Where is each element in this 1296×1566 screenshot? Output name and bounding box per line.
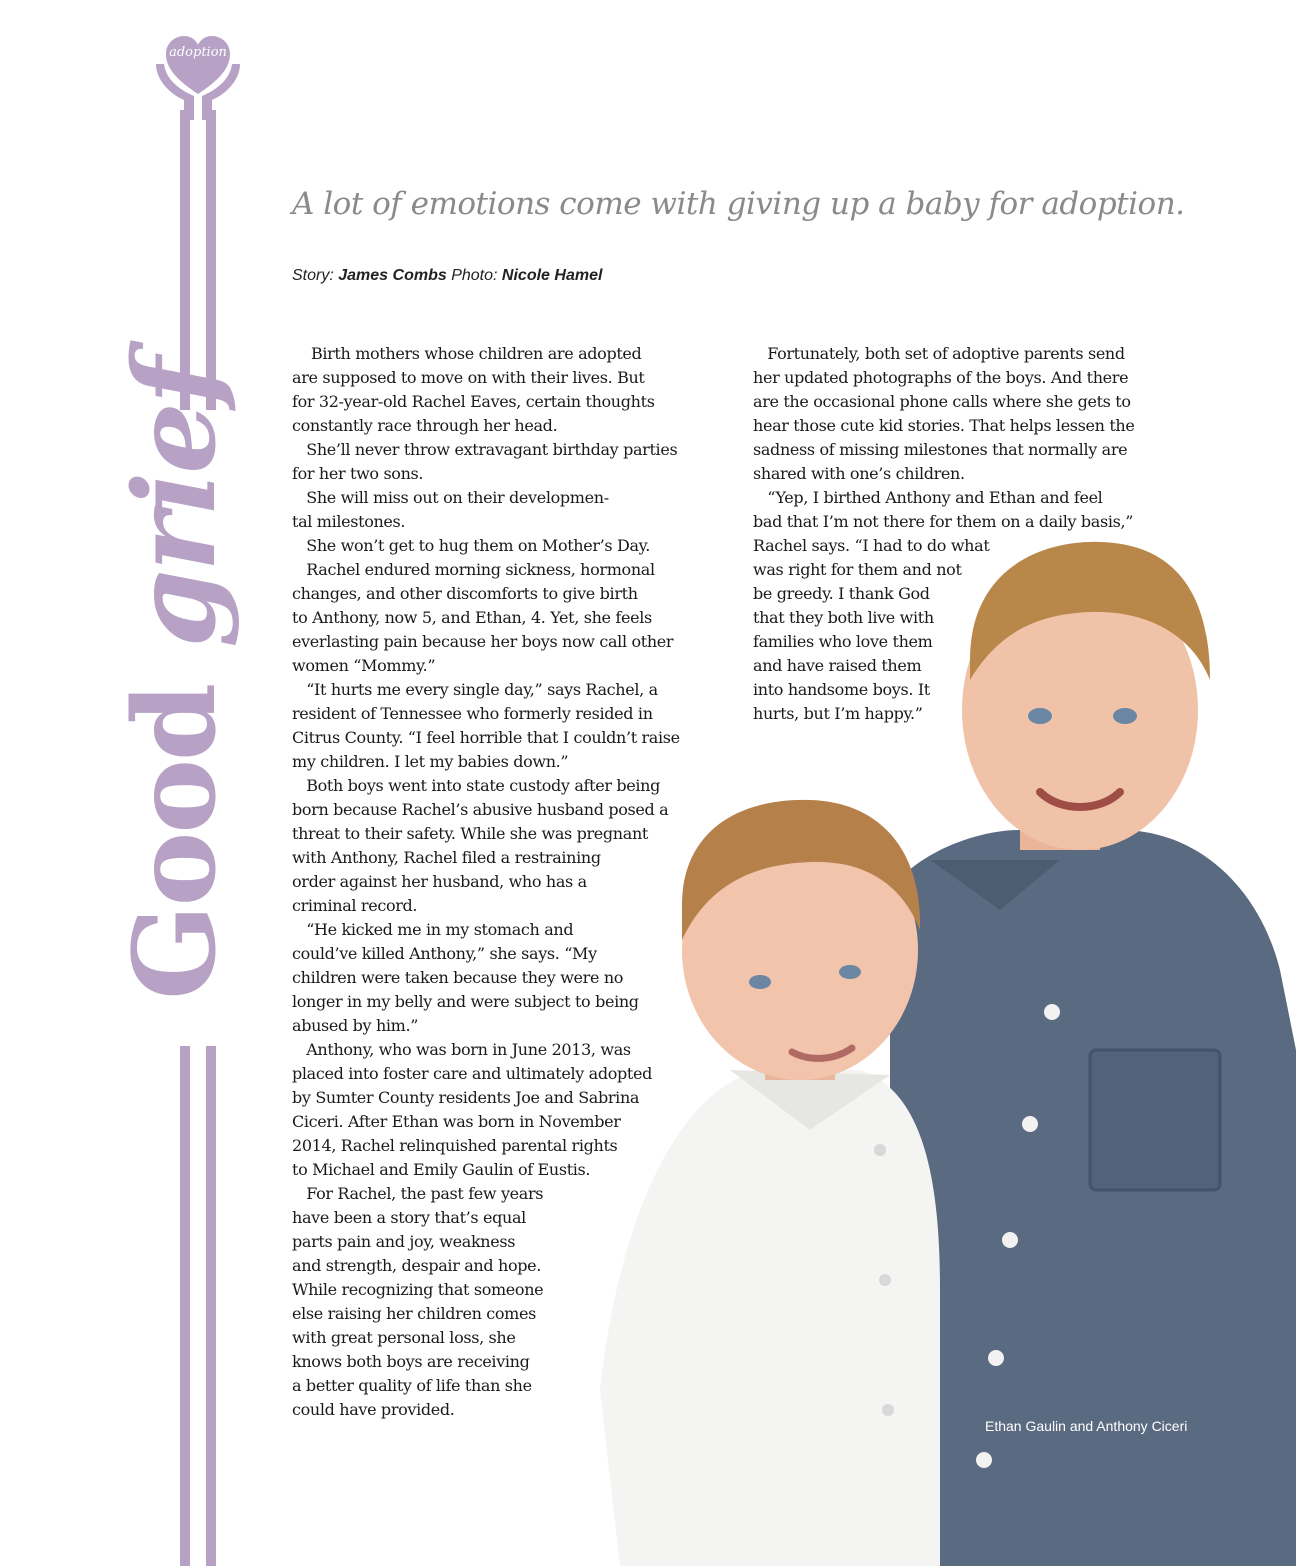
- text-line: knows both boys are receiving: [292, 1352, 530, 1371]
- text-line: are supposed to move on with their lives. But: [292, 368, 645, 387]
- text-line: hurts, but I’m happy.”: [753, 704, 923, 723]
- text-line: She will miss out on their developmen-: [292, 488, 609, 507]
- text-line: Anthony, who was born in June 2013, was: [292, 1040, 631, 1059]
- text-line: “It hurts me every single day,” says Rachel, a: [292, 680, 658, 699]
- text-line: her updated photographs of the boys. And there: [753, 368, 1129, 387]
- text-line: She won’t get to hug them on Mother’s Day.: [292, 536, 650, 555]
- text-line: Fortunately, both set of adoptive parents send: [753, 344, 1125, 363]
- text-line: else raising her children comes: [292, 1304, 536, 1323]
- text-line: by Sumter County residents Joe and Sabrina: [292, 1088, 640, 1107]
- text-line: She’ll never throw extravagant birthday parties: [292, 440, 678, 459]
- text-line: my children. I let my babies down.”: [292, 752, 569, 771]
- text-line: be greedy. I thank God: [753, 584, 930, 603]
- text-line: “He kicked me in my stomach and: [292, 920, 574, 939]
- text-line: changes, and other discomforts to give birth: [292, 584, 638, 603]
- text-line: placed into foster care and ultimately adopted: [292, 1064, 653, 1083]
- text-line: For Rachel, the past few years: [292, 1184, 544, 1203]
- text-line: women “Mommy.”: [292, 656, 436, 675]
- text-line: tal milestones.: [292, 512, 406, 531]
- text-line: Rachel endured morning sickness, hormonal: [292, 560, 655, 579]
- text-line: to Michael and Emily Gaulin of Eustis.: [292, 1160, 591, 1179]
- text-line: criminal record.: [292, 896, 418, 915]
- text-line: born because Rachel’s abusive husband posed a: [292, 800, 669, 819]
- photo-label: Photo:: [451, 267, 498, 284]
- title-grief: grief: [110, 358, 241, 648]
- text-line: order against her husband, who has a: [292, 872, 587, 891]
- body-column-2: [753, 342, 1135, 726]
- text-line: sadness of missing milestones that normally are: [753, 440, 1128, 459]
- heart-hands-logo: [150, 30, 246, 120]
- text-line: are the occasional phone calls where she gets to: [753, 392, 1131, 411]
- text-line: constantly race through her head.: [292, 416, 558, 435]
- text-line: could have provided.: [292, 1400, 455, 1419]
- text-line: “Yep, I birthed Anthony and Ethan and feel: [753, 488, 1103, 507]
- text-line: shared with one’s children.: [753, 464, 965, 483]
- photo-caption: Ethan Gaulin and Anthony Ciceri: [985, 1418, 1188, 1434]
- text-line: parts pain and joy, weakness: [292, 1232, 516, 1251]
- bottom-bar-left: [180, 1046, 190, 1566]
- text-line: into handsome boys. It: [753, 680, 930, 699]
- bottom-bar-right: [206, 1046, 216, 1566]
- text-line: children were taken because they were no: [292, 968, 624, 987]
- story-author: James Combs: [338, 267, 447, 284]
- text-line: Rachel says. “I had to do what: [753, 536, 990, 555]
- text-line: everlasting pain because her boys now call other: [292, 632, 674, 651]
- text-line: longer in my belly and were subject to being: [292, 992, 639, 1011]
- text-line: for her two sons.: [292, 464, 424, 483]
- story-label: Story:: [292, 267, 334, 284]
- page-title: [110, 358, 241, 1000]
- text-line: families who love them: [753, 632, 933, 651]
- text-line: with Anthony, Rachel filed a restraining: [292, 848, 601, 867]
- text-line: was right for them and not: [753, 560, 962, 579]
- text-line: bad that I’m not there for them on a daily basis,”: [753, 512, 1134, 531]
- text-line: threat to their safety. While she was pregnant: [292, 824, 648, 843]
- text-line: hear those cute kid stories. That helps lessen the: [753, 416, 1135, 435]
- text-line: that they both live with: [753, 608, 934, 627]
- text-line: abused by him.”: [292, 1016, 419, 1035]
- text-line: Citrus County. “I feel horrible that I couldn’t raise: [292, 728, 680, 747]
- text-line: could’ve killed Anthony,” she says. “My: [292, 944, 597, 963]
- photo-author: Nicole Hamel: [501, 267, 603, 284]
- text-line: and have raised them: [753, 656, 922, 675]
- text-line: for 32-year-old Rachel Eaves, certain thoughts: [292, 392, 655, 411]
- text-line: Ciceri. After Ethan was born in November: [292, 1112, 621, 1131]
- title-good: Good: [110, 684, 241, 1000]
- text-line: Birth mothers whose children are adopted: [292, 344, 642, 363]
- text-line: with great personal loss, she: [292, 1328, 516, 1347]
- text-line: and strength, despair and hope.: [292, 1256, 541, 1275]
- text-line: a better quality of life than she: [292, 1376, 532, 1395]
- text-line: While recognizing that someone: [292, 1280, 544, 1299]
- text-line: have been a story that’s equal: [292, 1208, 526, 1227]
- body-column-1: [292, 342, 680, 1422]
- text-line: Both boys went into state custody after being: [292, 776, 660, 795]
- headline: A lot of emotions come with giving up a baby for adoption.: [292, 186, 1185, 222]
- section-label: adoption: [169, 45, 227, 60]
- text-line: resident of Tennessee who formerly resided in: [292, 704, 653, 723]
- text-line: 2014, Rachel relinquished parental rights: [292, 1136, 618, 1155]
- text-line: to Anthony, now 5, and Ethan, 4. Yet, she feels: [292, 608, 652, 627]
- byline: [292, 267, 602, 285]
